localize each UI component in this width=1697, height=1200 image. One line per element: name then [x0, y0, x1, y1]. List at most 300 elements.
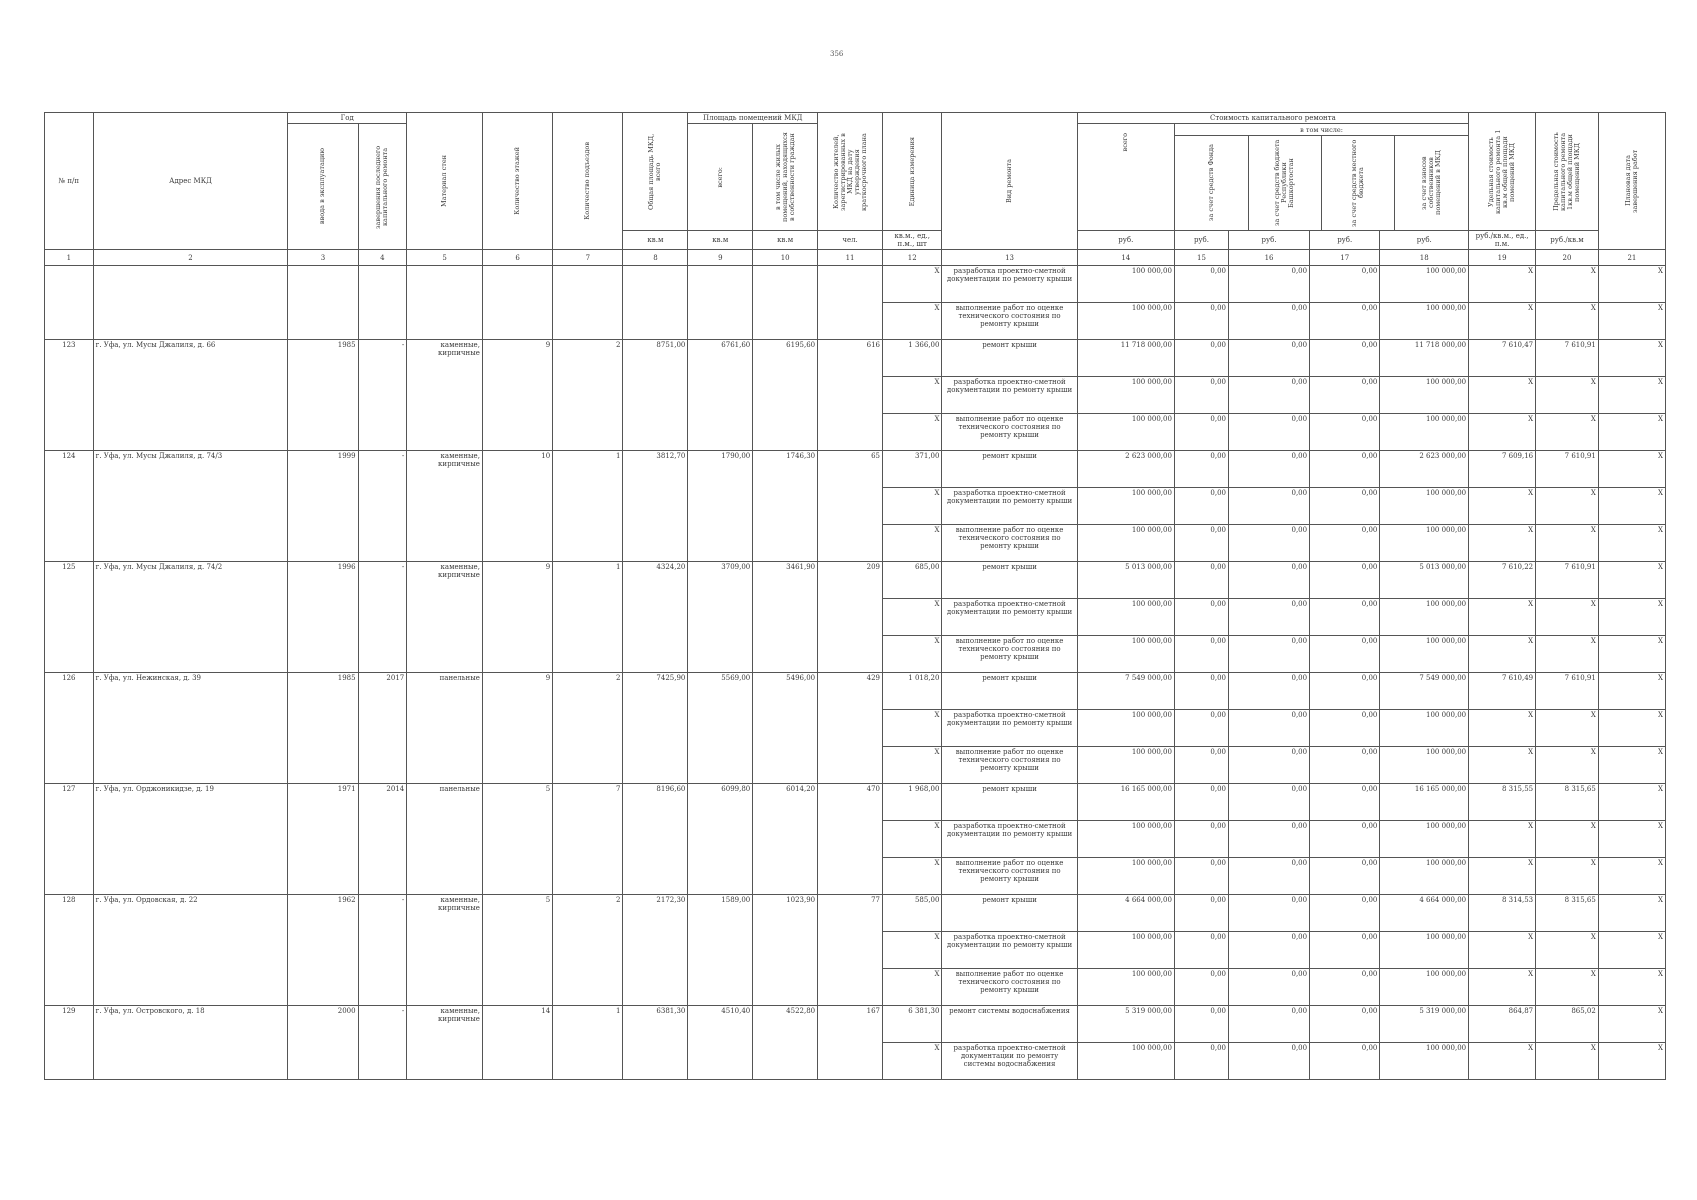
cell-date: X	[1598, 858, 1665, 895]
cell-fund: 0,00	[1174, 414, 1228, 451]
cell-no: 123	[45, 340, 94, 451]
cell-entrances: 2	[553, 340, 623, 451]
cell-rep: 0,00	[1229, 858, 1310, 895]
cell-mc: X	[1536, 1043, 1599, 1080]
cell-floors: 9	[482, 340, 552, 451]
cell-no: 125	[45, 562, 94, 673]
cell-fund: 0,00	[1174, 562, 1228, 599]
cell-people: 616	[818, 340, 883, 451]
capital-repair-table	[44, 112, 1666, 1080]
cell-total: 100 000,00	[1077, 377, 1174, 414]
cell-fund: 0,00	[1174, 377, 1228, 414]
cell-rep: 0,00	[1229, 377, 1310, 414]
cell-total: 100 000,00	[1077, 747, 1174, 784]
hdr-year-last-repair: завершения последнего капитального ремонта	[358, 124, 407, 250]
cell-unit: X	[883, 525, 942, 562]
hdr-year-commission: ввода в эксплуатацию	[288, 124, 358, 250]
col-num: 11	[818, 250, 883, 266]
cell-uc: 7 609,16	[1469, 451, 1536, 488]
cell-total: 100 000,00	[1077, 636, 1174, 673]
cell-mc: 865,02	[1536, 1006, 1599, 1043]
cell-entrances: 2	[553, 895, 623, 1006]
table-row	[45, 1006, 1666, 1043]
cell-address: г. Уфа, ул. Мусы Джалиля, д. 74/2	[93, 562, 288, 673]
unit-c11: чел.	[818, 231, 883, 250]
column-number-row	[45, 250, 1666, 266]
cell-unit: 1 366,00	[883, 340, 942, 377]
cell-area: 7425,90	[623, 673, 688, 784]
cell-floors: 5	[482, 895, 552, 1006]
cell-fund: 0,00	[1174, 451, 1228, 488]
cell-mc: 8 315,65	[1536, 784, 1599, 821]
cell-local: 0,00	[1310, 303, 1380, 340]
table-row	[45, 562, 1666, 599]
table-row	[45, 451, 1666, 488]
cell-total: 4 664 000,00	[1077, 895, 1174, 932]
hdr-wall-material: Материал стен	[407, 113, 483, 250]
hdr-premises-residential: в том числе жилых помещений, находящихся в собственности граждан	[753, 124, 818, 231]
cell-owners: 100 000,00	[1380, 710, 1469, 747]
cell-entrances: 1	[553, 451, 623, 562]
cell-total: 100 000,00	[1077, 266, 1174, 303]
cell-date: X	[1598, 636, 1665, 673]
cell-material: каменные, кирпичные	[407, 340, 483, 451]
cell-owners: 100 000,00	[1380, 488, 1469, 525]
cell-people: 77	[818, 895, 883, 1006]
cell-uc: 7 610,47	[1469, 340, 1536, 377]
cell-residential: 3461,90	[753, 562, 818, 673]
col-num: 10	[753, 250, 818, 266]
hdr-year-group: Год	[288, 113, 407, 124]
cell-rep: 0,00	[1229, 747, 1310, 784]
hdr-measure-unit: Единица измерения	[883, 113, 942, 231]
cell-local: 0,00	[1310, 525, 1380, 562]
cell-uc: X	[1469, 377, 1536, 414]
cell-date: X	[1598, 562, 1665, 599]
cell-local: 0,00	[1310, 488, 1380, 525]
cell-date: X	[1598, 821, 1665, 858]
cell-date: X	[1598, 932, 1665, 969]
cell-date: X	[1598, 710, 1665, 747]
cell-total: 100 000,00	[1077, 932, 1174, 969]
cell-work: ремонт крыши	[942, 895, 1077, 932]
cell-total: 100 000,00	[1077, 414, 1174, 451]
cell-residential: 4522,80	[753, 1006, 818, 1080]
cell-local: 0,00	[1310, 710, 1380, 747]
cell-last-repair: -	[358, 451, 407, 562]
cell-mc: 8 315,65	[1536, 895, 1599, 932]
cell-owners: 100 000,00	[1380, 821, 1469, 858]
cell-owners: 100 000,00	[1380, 858, 1469, 895]
cell-year: 1999	[288, 451, 358, 562]
cell-residential: 6195,60	[753, 340, 818, 451]
cell-unit: X	[883, 1043, 942, 1080]
hdr-no: № п/п	[45, 113, 94, 250]
cell-local: 0,00	[1310, 932, 1380, 969]
cell-date: X	[1598, 747, 1665, 784]
cell-no: 128	[45, 895, 94, 1006]
cell-uc: X	[1469, 969, 1536, 1006]
cell-year: 2000	[288, 1006, 358, 1080]
cell-fund: 0,00	[1174, 673, 1228, 710]
cell-local: 0,00	[1310, 340, 1380, 377]
cell-unit: X	[883, 636, 942, 673]
cell-last-repair: -	[358, 340, 407, 451]
cell-area: 3812,70	[623, 451, 688, 562]
cell-local: 0,00	[1310, 562, 1380, 599]
empty-cell	[553, 266, 623, 340]
cell-local: 0,00	[1310, 451, 1380, 488]
cell-date: X	[1598, 673, 1665, 710]
unit-c9: кв.м	[688, 231, 753, 250]
cell-material: каменные, кирпичные	[407, 451, 483, 562]
cell-total: 5 013 000,00	[1077, 562, 1174, 599]
cell-work: разработка проектно-сметной документации по ремонту крыши	[942, 599, 1077, 636]
cell-mc: X	[1536, 932, 1599, 969]
cell-local: 0,00	[1310, 895, 1380, 932]
cell-date: X	[1598, 488, 1665, 525]
cell-year: 1985	[288, 673, 358, 784]
cell-owners: 100 000,00	[1380, 377, 1469, 414]
cell-floors: 5	[482, 784, 552, 895]
cell-no: 129	[45, 1006, 94, 1080]
cell-address: г. Уфа, ул. Островского, д. 18	[93, 1006, 288, 1080]
col-num: 17	[1310, 250, 1380, 266]
cell-material: каменные, кирпичные	[407, 1006, 483, 1080]
cell-total: 100 000,00	[1077, 488, 1174, 525]
cell-mc: 7 610,91	[1536, 451, 1599, 488]
cell-unit: 371,00	[883, 451, 942, 488]
cell-unit: 1 968,00	[883, 784, 942, 821]
hdr-floors: Количество этажей	[482, 113, 552, 250]
cell-premises: 3709,00	[688, 562, 753, 673]
cell-local: 0,00	[1310, 747, 1380, 784]
cell-work: выполнение работ по оценке технического состояния по ремонту крыши	[942, 525, 1077, 562]
cell-date: X	[1598, 1006, 1665, 1043]
cell-total: 100 000,00	[1077, 599, 1174, 636]
col-num: 8	[623, 250, 688, 266]
cell-mc: X	[1536, 525, 1599, 562]
page-number: 356	[830, 50, 844, 58]
cell-floors: 10	[482, 451, 552, 562]
table-row	[45, 266, 1666, 303]
hdr-incl: в том числе:	[1175, 124, 1468, 136]
cell-total: 100 000,00	[1077, 710, 1174, 747]
cell-work: разработка проектно-сметной документации по ремонту крыши	[942, 932, 1077, 969]
cell-fund: 0,00	[1174, 1006, 1228, 1043]
cell-residential: 6014,20	[753, 784, 818, 895]
cell-local: 0,00	[1310, 784, 1380, 821]
cell-mc: X	[1536, 821, 1599, 858]
cell-work: разработка проектно-сметной документации по ремонту крыши	[942, 266, 1077, 303]
cell-rep: 0,00	[1229, 932, 1310, 969]
hdr-cost-local: за счет средств местного бюджета	[1322, 136, 1395, 231]
table-body	[45, 266, 1666, 1080]
col-num: 7	[553, 250, 623, 266]
cell-premises: 4510,40	[688, 1006, 753, 1080]
cell-fund: 0,00	[1174, 858, 1228, 895]
cell-owners: 100 000,00	[1380, 599, 1469, 636]
col-num: 16	[1229, 250, 1310, 266]
cell-material: панельные	[407, 673, 483, 784]
cell-owners: 11 718 000,00	[1380, 340, 1469, 377]
cell-year: 1962	[288, 895, 358, 1006]
cell-floors: 9	[482, 673, 552, 784]
cell-uc: X	[1469, 747, 1536, 784]
cell-local: 0,00	[1310, 599, 1380, 636]
cell-material: панельные	[407, 784, 483, 895]
unit-c15: руб.	[1174, 231, 1228, 250]
cell-total: 16 165 000,00	[1077, 784, 1174, 821]
cell-total: 100 000,00	[1077, 303, 1174, 340]
cell-owners: 100 000,00	[1380, 303, 1469, 340]
cell-mc: X	[1536, 377, 1599, 414]
cell-last-repair: 2017	[358, 673, 407, 784]
unit-c10: кв.м	[753, 231, 818, 250]
cell-mc: 7 610,91	[1536, 340, 1599, 377]
cell-unit: 6 381,30	[883, 1006, 942, 1043]
cell-no: 126	[45, 673, 94, 784]
cell-work: выполнение работ по оценке технического состояния по ремонту крыши	[942, 414, 1077, 451]
cell-material: каменные, кирпичные	[407, 895, 483, 1006]
cell-unit: X	[883, 858, 942, 895]
hdr-planned-date: Плановая дата завершения работ	[1598, 113, 1665, 250]
cell-local: 0,00	[1310, 821, 1380, 858]
cell-owners: 100 000,00	[1380, 969, 1469, 1006]
cell-fund: 0,00	[1174, 710, 1228, 747]
cell-unit: X	[883, 821, 942, 858]
hdr-unit-cost: Удельная стоимость капитального ремонта 1 кв.м общей площади помещений МКД	[1469, 113, 1536, 231]
empty-cell	[288, 266, 358, 340]
cell-date: X	[1598, 1043, 1665, 1080]
col-num: 4	[358, 250, 407, 266]
cell-rep: 0,00	[1229, 599, 1310, 636]
cell-owners: 100 000,00	[1380, 414, 1469, 451]
cell-area: 8196,60	[623, 784, 688, 895]
cell-mc: X	[1536, 599, 1599, 636]
cell-date: X	[1598, 525, 1665, 562]
empty-cell	[688, 266, 753, 340]
empty-cell	[358, 266, 407, 340]
cell-total: 2 623 000,00	[1077, 451, 1174, 488]
cell-rep: 0,00	[1229, 673, 1310, 710]
cell-owners: 16 165 000,00	[1380, 784, 1469, 821]
cell-uc: 8 314,53	[1469, 895, 1536, 932]
hdr-cost-group: Стоимость капитального ремонта	[1077, 113, 1468, 124]
cell-premises: 6099,80	[688, 784, 753, 895]
cell-last-repair: -	[358, 562, 407, 673]
cell-owners: 2 623 000,00	[1380, 451, 1469, 488]
cell-owners: 7 549 000,00	[1380, 673, 1469, 710]
cell-unit: X	[883, 969, 942, 1006]
cell-uc: X	[1469, 303, 1536, 340]
cell-year: 1971	[288, 784, 358, 895]
cell-work: ремонт крыши	[942, 451, 1077, 488]
cell-mc: X	[1536, 303, 1599, 340]
cell-date: X	[1598, 377, 1665, 414]
cell-residential: 1023,90	[753, 895, 818, 1006]
cell-work: выполнение работ по оценке технического состояния по ремонту крыши	[942, 636, 1077, 673]
cell-entrances: 1	[553, 1006, 623, 1080]
cell-local: 0,00	[1310, 636, 1380, 673]
cell-entrances: 1	[553, 562, 623, 673]
cell-fund: 0,00	[1174, 636, 1228, 673]
cell-unit: X	[883, 747, 942, 784]
cell-uc: X	[1469, 932, 1536, 969]
cell-no: 124	[45, 451, 94, 562]
unit-c14: руб.	[1077, 231, 1174, 250]
cell-premises: 1790,00	[688, 451, 753, 562]
cell-work: выполнение работ по оценке технического состояния по ремонту крыши	[942, 858, 1077, 895]
cell-fund: 0,00	[1174, 969, 1228, 1006]
cell-rep: 0,00	[1229, 1006, 1310, 1043]
unit-c19: руб./кв.м., ед., п.м.	[1469, 231, 1536, 250]
cell-rep: 0,00	[1229, 821, 1310, 858]
cell-owners: 100 000,00	[1380, 525, 1469, 562]
cell-local: 0,00	[1310, 673, 1380, 710]
cell-fund: 0,00	[1174, 266, 1228, 303]
cell-work: разработка проектно-сметной документации по ремонту крыши	[942, 821, 1077, 858]
cell-people: 65	[818, 451, 883, 562]
cell-unit: X	[883, 377, 942, 414]
cell-local: 0,00	[1310, 969, 1380, 1006]
cell-owners: 100 000,00	[1380, 747, 1469, 784]
cell-uc: X	[1469, 710, 1536, 747]
cell-work: ремонт крыши	[942, 784, 1077, 821]
cell-unit: X	[883, 488, 942, 525]
cell-work: ремонт крыши	[942, 562, 1077, 599]
cell-people: 429	[818, 673, 883, 784]
empty-cell	[407, 266, 483, 340]
cell-year: 1985	[288, 340, 358, 451]
cell-work: разработка проектно-сметной документации по ремонту системы водоснабжения	[942, 1043, 1077, 1080]
col-num: 21	[1598, 250, 1665, 266]
unit-c20: руб./кв.м	[1536, 231, 1599, 250]
hdr-total-area: Общая площадь МКД, всего	[623, 113, 688, 231]
cell-residential: 1746,30	[753, 451, 818, 562]
cell-mc: X	[1536, 636, 1599, 673]
cell-fund: 0,00	[1174, 525, 1228, 562]
cell-rep: 0,00	[1229, 340, 1310, 377]
unit-c17: руб.	[1310, 231, 1380, 250]
cell-unit: 685,00	[883, 562, 942, 599]
cell-year: 1996	[288, 562, 358, 673]
cell-mc: 7 610,91	[1536, 562, 1599, 599]
hdr-premises-total: всего:	[688, 124, 753, 231]
cell-unit: X	[883, 599, 942, 636]
hdr-cost-owners: за счет взносов собственников помещений в МКД	[1420, 150, 1443, 216]
col-num: 14	[1077, 250, 1174, 266]
unit-c12: кв.м., ед., п.м., шт	[883, 231, 942, 250]
cell-uc: X	[1469, 858, 1536, 895]
cell-rep: 0,00	[1229, 1043, 1310, 1080]
cell-unit: X	[883, 710, 942, 747]
cell-uc: X	[1469, 488, 1536, 525]
cell-unit: X	[883, 414, 942, 451]
cell-entrances: 2	[553, 673, 623, 784]
cell-total: 11 718 000,00	[1077, 340, 1174, 377]
cell-local: 0,00	[1310, 266, 1380, 303]
cell-owners: 4 664 000,00	[1380, 895, 1469, 932]
cell-floors: 9	[482, 562, 552, 673]
cell-area: 4324,20	[623, 562, 688, 673]
cell-fund: 0,00	[1174, 784, 1228, 821]
cell-last-repair: 2014	[358, 784, 407, 895]
unit-c8: кв.м	[623, 231, 688, 250]
cell-address: г. Уфа, ул. Ордовская, д. 22	[93, 895, 288, 1006]
cell-date: X	[1598, 340, 1665, 377]
cell-fund: 0,00	[1174, 1043, 1228, 1080]
cell-mc: X	[1536, 414, 1599, 451]
cell-date: X	[1598, 599, 1665, 636]
unit-c16: руб.	[1229, 231, 1310, 250]
empty-cell	[753, 266, 818, 340]
cell-residential: 5496,00	[753, 673, 818, 784]
cell-uc: X	[1469, 821, 1536, 858]
cell-work: разработка проектно-сметной документации по ремонту крыши	[942, 377, 1077, 414]
cell-uc: X	[1469, 636, 1536, 673]
cell-owners: 100 000,00	[1380, 932, 1469, 969]
cell-area: 6381,30	[623, 1006, 688, 1080]
cell-local: 0,00	[1310, 1006, 1380, 1043]
cell-owners: 100 000,00	[1380, 1043, 1469, 1080]
cell-unit: X	[883, 303, 942, 340]
cell-mc: X	[1536, 266, 1599, 303]
col-num: 5	[407, 250, 483, 266]
cell-fund: 0,00	[1174, 303, 1228, 340]
hdr-work-type: Вид ремонта	[942, 113, 1077, 250]
cell-premises: 5569,00	[688, 673, 753, 784]
col-num: 19	[1469, 250, 1536, 266]
cell-rep: 0,00	[1229, 710, 1310, 747]
col-num: 12	[883, 250, 942, 266]
col-num: 6	[482, 250, 552, 266]
hdr-max-cost: Предельная стоимость капитального ремонта 1кв.м общей площади помещений МКД	[1536, 113, 1599, 231]
cell-uc: X	[1469, 266, 1536, 303]
cell-mc: X	[1536, 710, 1599, 747]
cell-area: 8751,00	[623, 340, 688, 451]
hdr-cost-republic: за счет средств бюджета Республики Башкортостан	[1248, 136, 1321, 231]
cell-work: выполнение работ по оценке технического состояния по ремонту крыши	[942, 303, 1077, 340]
cell-total: 100 000,00	[1077, 1043, 1174, 1080]
cell-people: 470	[818, 784, 883, 895]
cell-rep: 0,00	[1229, 525, 1310, 562]
cell-fund: 0,00	[1174, 747, 1228, 784]
cell-fund: 0,00	[1174, 932, 1228, 969]
empty-cell	[93, 266, 288, 340]
col-num: 2	[93, 250, 288, 266]
cell-work: разработка проектно-сметной документации по ремонту крыши	[942, 488, 1077, 525]
cell-mc: X	[1536, 969, 1599, 1006]
cell-rep: 0,00	[1229, 488, 1310, 525]
cell-no: 127	[45, 784, 94, 895]
cell-unit: X	[883, 266, 942, 303]
col-num: 1	[45, 250, 94, 266]
table-row	[45, 340, 1666, 377]
cell-mc: X	[1536, 747, 1599, 784]
cell-total: 5 319 000,00	[1077, 1006, 1174, 1043]
cell-date: X	[1598, 414, 1665, 451]
cell-fund: 0,00	[1174, 895, 1228, 932]
cell-date: X	[1598, 969, 1665, 1006]
cell-unit: 1 018,20	[883, 673, 942, 710]
cell-rep: 0,00	[1229, 303, 1310, 340]
col-num: 13	[942, 250, 1077, 266]
cell-mc: X	[1536, 488, 1599, 525]
empty-cell	[45, 266, 94, 340]
cell-uc: 7 610,49	[1469, 673, 1536, 710]
cell-unit: X	[883, 932, 942, 969]
